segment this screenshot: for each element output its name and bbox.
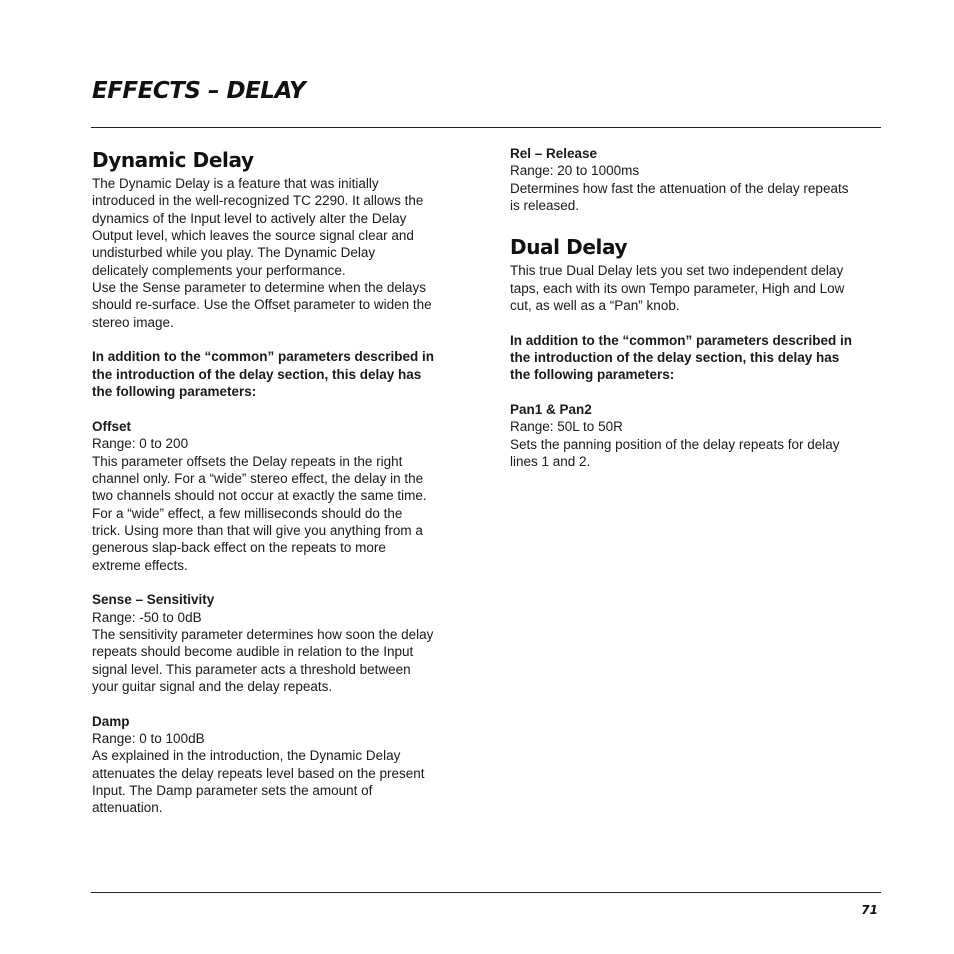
- text-line: two channels should not occur at exactly the same time.: [92, 488, 427, 504]
- text-line: channel only. For a “wide” stereo effect, the delay in the: [92, 470, 424, 486]
- param-name: Damp: [92, 713, 130, 729]
- text-line: is released.: [510, 198, 580, 214]
- text-line: should re-surface. Use the Offset parameter to widen the: [92, 297, 432, 313]
- text-line: As explained in the introduction, the Dynamic Delay: [92, 748, 401, 764]
- text-line: The sensitivity parameter determines how soon the delay: [92, 626, 434, 642]
- text-line: the introduction of the delay section, this delay has: [92, 366, 422, 382]
- text-line: extreme effects.: [92, 557, 188, 573]
- param-range: Range: 50L to 50R: [510, 419, 623, 435]
- text-line: The Dynamic Delay is a feature that was initially: [92, 176, 379, 191]
- page-title: EFFECTS – DELAY: [92, 78, 306, 104]
- text-line: signal level. This parameter acts a threshold between: [92, 661, 411, 677]
- left-column: [92, 145, 464, 817]
- common-parameters-note: [510, 332, 882, 384]
- text-line: Input. The Damp parameter sets the amount of: [92, 783, 373, 799]
- text-line: trick. Using more than that will give you anything from a: [92, 522, 423, 538]
- param-range: Range: 0 to 200: [92, 436, 189, 452]
- param-release: [510, 145, 882, 214]
- text-line: stereo image.: [92, 314, 174, 330]
- text-line: Sets the panning position of the delay repeats for delay: [510, 436, 840, 452]
- text-line: For a “wide” effect, a few milliseconds should do the: [92, 505, 403, 521]
- param-pan: [510, 401, 882, 470]
- right-column: [510, 145, 882, 471]
- dual-delay-intro: [510, 262, 882, 314]
- param-name: Pan1 & Pan2: [510, 402, 592, 418]
- text-line: repeats should become audible in relation to the Input: [92, 644, 414, 660]
- param-name: Rel – Release: [510, 146, 598, 161]
- param-range: Range: -50 to 0dB: [92, 609, 202, 625]
- text-line: your guitar signal and the delay repeats.: [92, 678, 333, 694]
- text-line: the following parameters:: [510, 367, 675, 383]
- text-line: cut, as well as a “Pan” knob.: [510, 298, 680, 314]
- param-damp: [92, 713, 464, 817]
- text-line: Determines how fast the attenuation of the delay repeats: [510, 180, 849, 196]
- section-heading-dual-delay: Dual Delay: [510, 235, 628, 260]
- text-line: introduced in the well-recognized TC 2290. It allows the: [92, 193, 424, 209]
- text-line: attenuation.: [92, 800, 163, 816]
- bottom-divider: [91, 892, 881, 893]
- text-line: undisturbed while you play. The Dynamic Delay: [92, 245, 376, 261]
- section-heading-dynamic-delay: Dynamic Delay: [92, 148, 254, 172]
- param-range: Range: 20 to 1000ms: [510, 163, 640, 179]
- param-offset: [92, 418, 464, 574]
- text-line: the introduction of the delay section, this delay has: [510, 350, 840, 366]
- text-line: In addition to the “common” parameters described in: [92, 349, 435, 365]
- text-line: delicately complements your performance.: [92, 262, 346, 278]
- text-line: lines 1 and 2.: [510, 454, 591, 470]
- text-line: generous slap-back effect on the repeats to more: [92, 540, 386, 556]
- param-range: Range: 0 to 100dB: [92, 731, 205, 746]
- text-line: taps, each with its own Tempo parameter, High and Low: [510, 280, 845, 296]
- common-parameters-note: [92, 348, 464, 400]
- text-line: dynamics of the Input level to actively alter the Delay: [92, 210, 407, 226]
- top-divider: [91, 127, 881, 128]
- text-line: This true Dual Delay lets you set two independent delay: [510, 263, 844, 279]
- text-line: the following parameters:: [92, 384, 257, 400]
- text-line: In addition to the “common” parameters described in: [510, 332, 853, 348]
- text-line: This parameter offsets the Delay repeats in the right: [92, 453, 403, 469]
- page-number: 71: [861, 903, 878, 917]
- param-name: Sense – Sensitivity: [92, 592, 215, 608]
- dynamic-delay-intro: [92, 175, 464, 331]
- text-line: attenuates the delay repeats level based on the present: [92, 765, 425, 781]
- text-line: Use the Sense parameter to determine when the delays: [92, 280, 426, 296]
- param-sense: [92, 591, 464, 695]
- text-line: Output level, which leaves the source signal clear and: [92, 228, 414, 244]
- param-name: Offset: [92, 418, 132, 434]
